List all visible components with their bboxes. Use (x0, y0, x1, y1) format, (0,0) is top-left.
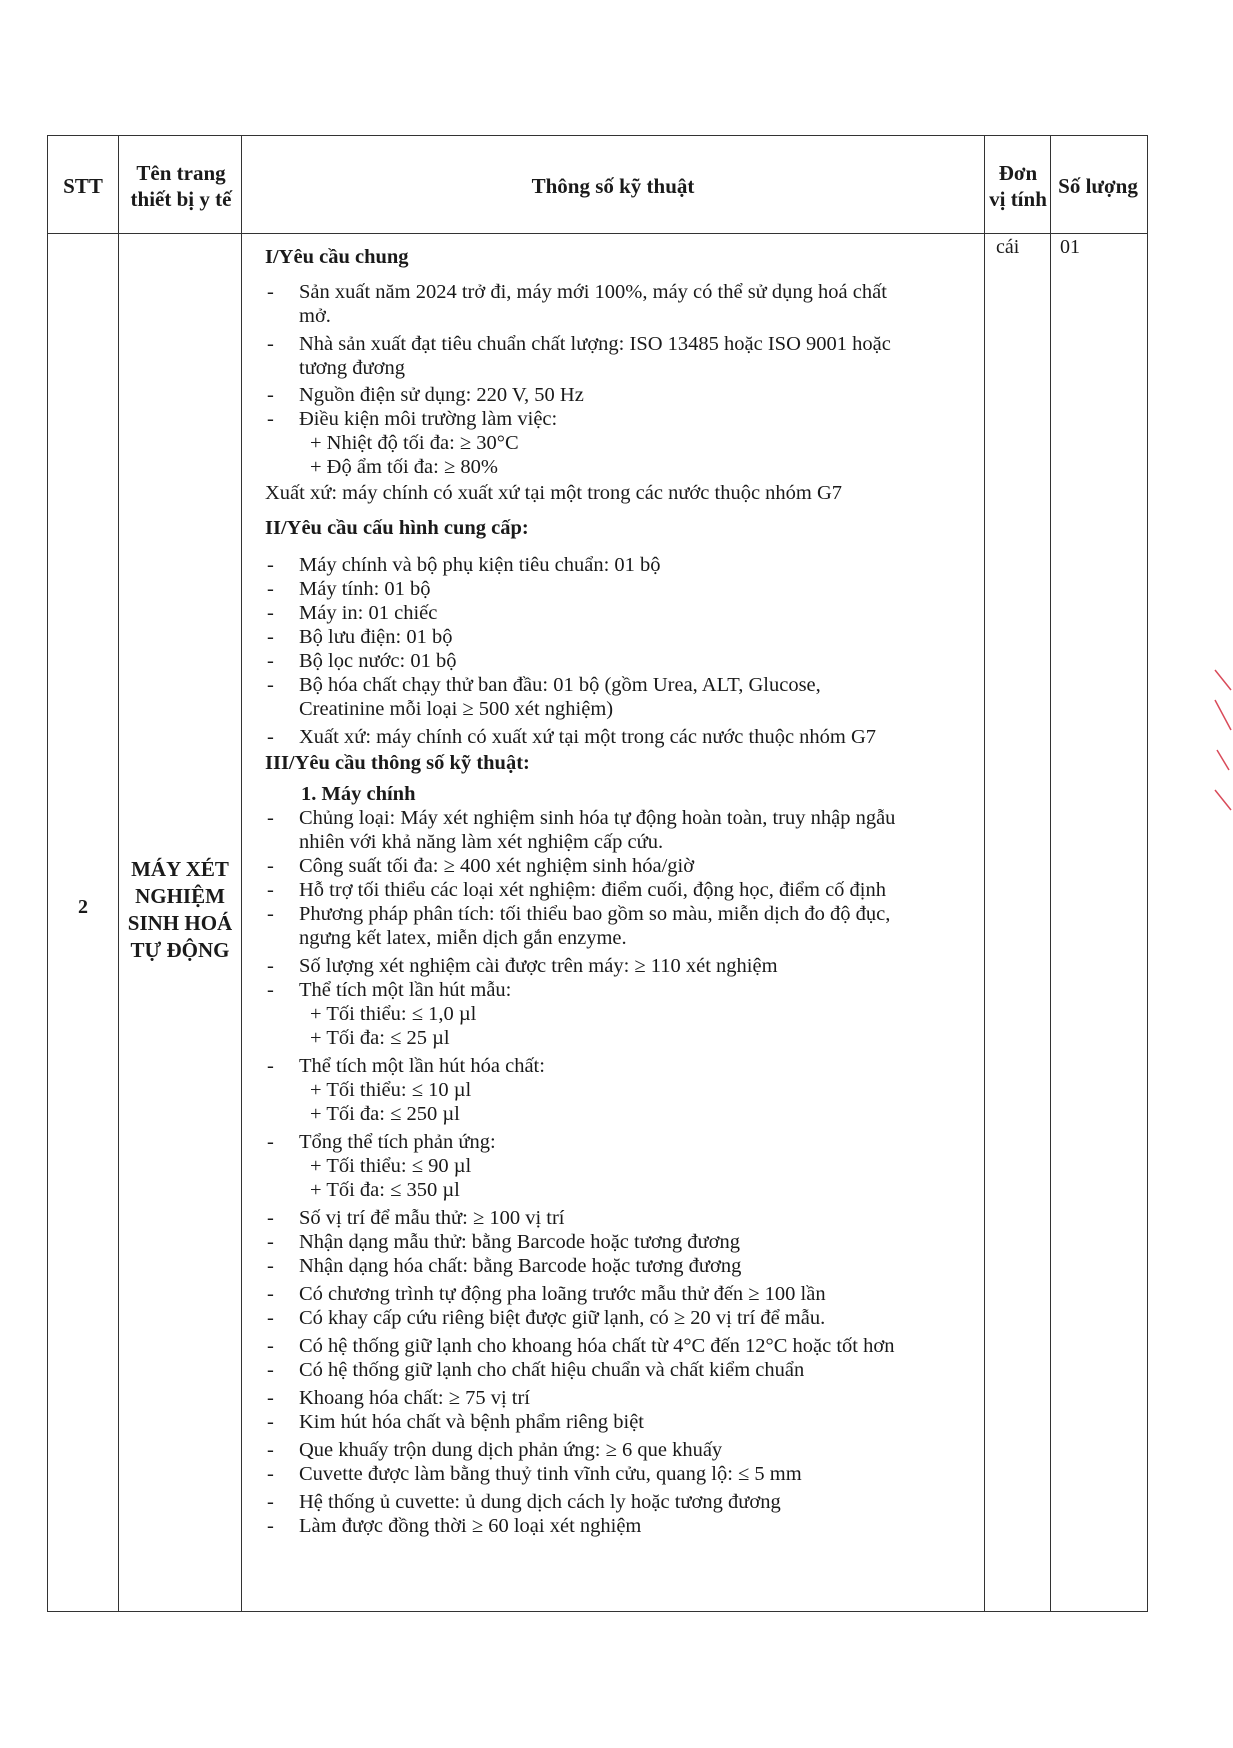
spec-line-text: Công suất tối đa: ≥ 400 xét nghiệm sinh hóa/giờ (299, 855, 695, 877)
bullet-dash: - (267, 602, 274, 624)
spec-line-text: Số lượng xét nghiệm cài được trên máy: ≥ 110 xét nghiệm (299, 955, 778, 977)
stamp-fragment (1213, 660, 1233, 820)
spec-line-text: mở. (299, 305, 331, 327)
spec-line-text: Hỗ trợ tối thiểu các loại xét nghiệm: điểm cuối, động học, điểm cố định (299, 879, 886, 901)
spec-line-text: Bộ hóa chất chạy thử ban đầu: 01 bộ (gồm Urea, ALT, Glucose, (299, 674, 821, 696)
bullet-dash: - (267, 1307, 274, 1329)
spec-line-text: Máy tính: 01 bộ (299, 578, 431, 600)
spec-line-text: + Độ ẩm tối đa: ≥ 80% (310, 456, 498, 478)
spec-line-text: Có khay cấp cứu riêng biệt được giữ lạnh, có ≥ 20 vị trí để mẫu. (299, 1307, 826, 1329)
bullet-dash: - (267, 554, 274, 576)
spec-line-text: Nguồn điện sử dụng: 220 V, 50 Hz (299, 384, 584, 406)
header-specifications: Thông số kỹ thuật (531, 173, 695, 198)
spec-line-text: Máy chính và bộ phụ kiện tiêu chuẩn: 01 bộ (299, 554, 661, 576)
spec-line-text: Nhà sản xuất đạt tiêu chuẩn chất lượng: ISO 13485 hoặc ISO 9001 hoặc (299, 333, 891, 355)
spec-line-text: Cuvette được làm bằng thuỷ tinh vĩnh cửu, quang lộ: ≤ 5 mm (299, 1463, 802, 1485)
spec-line-text: Xuất xứ: máy chính có xuất xứ tại một trong các nước thuộc nhóm G7 (299, 726, 877, 748)
bullet-dash: - (267, 408, 274, 430)
bullet-dash: - (267, 1515, 274, 1537)
spec-line-text: Khoang hóa chất: ≥ 75 vị trí (299, 1387, 531, 1409)
spec-line-text: + Tối đa: ≤ 350 µl (310, 1179, 460, 1201)
spec-line-text: Có hệ thống giữ lạnh cho chất hiệu chuẩn và chất kiểm chuẩn (299, 1359, 805, 1381)
spec-line-text: tương đương (299, 357, 405, 379)
spec-line-text: Có chương trình tự động pha loãng trước mẫu thử đến ≥ 100 lần (299, 1283, 826, 1305)
bullet-dash: - (267, 1335, 274, 1357)
bullet-dash: - (267, 384, 274, 406)
header-stt: STT (63, 173, 103, 198)
spec-line-text: Tổng thể tích phản ứng: (299, 1131, 496, 1153)
spec-line-text: ngưng kết latex, miễn dịch gắn enzyme. (299, 927, 627, 949)
spec-line-text: Bộ lưu điện: 01 bộ (299, 626, 453, 648)
bullet-dash: - (267, 1283, 274, 1305)
bullet-dash: - (267, 807, 274, 829)
spec-line-text: Xuất xứ: máy chính có xuất xứ tại một trong các nước thuộc nhóm G7 (265, 482, 843, 504)
bullet-dash: - (267, 955, 274, 977)
spec-line-text: Thể tích một lần hút mẫu: (299, 979, 512, 1001)
spec-line-text: nhiên với khả năng làm xét nghiệm cấp cứu. (299, 831, 664, 853)
spec-line-text: II/Yêu cầu cấu hình cung cấp: (265, 517, 529, 539)
spec-line-text: + Tối thiểu: ≤ 1,0 µl (310, 1003, 477, 1025)
spec-line-text: Kim hút hóa chất và bệnh phẩm riêng biệt (299, 1411, 644, 1433)
spec-line-text: III/Yêu cầu thông số kỹ thuật: (265, 752, 530, 774)
header-device-name: Tên trang thiết bị y tế (130, 160, 232, 211)
spec-line-text: + Tối đa: ≤ 250 µl (310, 1103, 460, 1125)
bullet-dash: - (267, 1411, 274, 1433)
spec-line-text: Que khuấy trộn dung dịch phản ứng: ≥ 6 que khuấy (299, 1439, 723, 1461)
spec-line-text: Có hệ thống giữ lạnh cho khoang hóa chất từ 4°C đến 12°C hoặc tốt hơn (299, 1335, 895, 1357)
bullet-dash: - (267, 879, 274, 901)
spec-line-text: Nhận dạng hóa chất: bằng Barcode hoặc tương đương (299, 1255, 742, 1277)
spec-line-text: Làm được đồng thời ≥ 60 loại xét nghiệm (299, 1515, 642, 1537)
bullet-dash: - (267, 1439, 274, 1461)
spec-line-text: Hệ thống ủ cuvette: ủ dung dịch cách ly hoặc tương đương (299, 1491, 781, 1513)
bullet-dash: - (267, 1359, 274, 1381)
bullet-dash: - (267, 674, 274, 696)
spec-line-text: Thể tích một lần hút hóa chất: (299, 1055, 545, 1077)
row-stt: 2 (78, 896, 88, 918)
bullet-dash: - (267, 578, 274, 600)
bullet-dash: - (267, 903, 274, 925)
spec-line-text: Máy in: 01 chiếc (299, 602, 438, 624)
bullet-dash: - (267, 1207, 274, 1229)
bullet-dash: - (267, 726, 274, 748)
spec-line-text: Sản xuất năm 2024 trở đi, máy mới 100%, máy có thể sử dụng hoá chất (299, 281, 887, 303)
column-divider (1050, 136, 1051, 1611)
spec-line-text: Nhận dạng mẫu thử: bằng Barcode hoặc tương đương (299, 1231, 740, 1253)
column-divider (984, 136, 985, 1611)
spec-line-text: + Tối thiểu: ≤ 90 µl (310, 1155, 472, 1177)
bullet-dash: - (267, 1231, 274, 1253)
spec-line-text: + Nhiệt độ tối đa: ≥ 30°C (310, 432, 519, 454)
unit-value: cái (996, 236, 1020, 258)
bullet-dash: - (267, 1131, 274, 1153)
bullet-dash: - (267, 626, 274, 648)
spec-line-text: Creatinine mỗi loại ≥ 500 xét nghiệm) (299, 698, 614, 720)
spec-table (47, 135, 1148, 1612)
bullet-dash: - (267, 1463, 274, 1485)
bullet-dash: - (267, 1055, 274, 1077)
device-name: MÁY XÉT NGHIỆM SINH HOÁ TỰ ĐỘNG (127, 857, 233, 962)
header-unit: Đơn vị tính (989, 160, 1047, 211)
spec-line-text: Điều kiện môi trường làm việc: (299, 408, 558, 430)
bullet-dash: - (267, 650, 274, 672)
bullet-dash: - (267, 1491, 274, 1513)
bullet-dash: - (267, 1255, 274, 1277)
bullet-dash: - (267, 333, 274, 355)
bullet-dash: - (267, 281, 274, 303)
bullet-dash: - (267, 1387, 274, 1409)
spec-line-text: Phương pháp phân tích: tối thiểu bao gồm so màu, miễn dịch đo độ đục, (299, 903, 891, 925)
spec-line-text: Số vị trí để mẫu thử: ≥ 100 vị trí (299, 1207, 565, 1229)
bullet-dash: - (267, 979, 274, 1001)
spec-line-text: + Tối thiểu: ≤ 10 µl (310, 1079, 472, 1101)
spec-line-text: Bộ lọc nước: 01 bộ (299, 650, 457, 672)
spec-line-text: + Tối đa: ≤ 25 µl (310, 1027, 450, 1049)
spec-line-text: Chủng loại: Máy xét nghiệm sinh hóa tự động hoàn toàn, truy nhập ngẫu (299, 807, 896, 829)
spec-line-text: I/Yêu cầu chung (265, 246, 409, 268)
spec-line-text: 1. Máy chính (301, 783, 416, 805)
bullet-dash: - (267, 855, 274, 877)
quantity-value: 01 (1060, 236, 1080, 258)
header-quantity: Số lượng (1058, 173, 1138, 198)
